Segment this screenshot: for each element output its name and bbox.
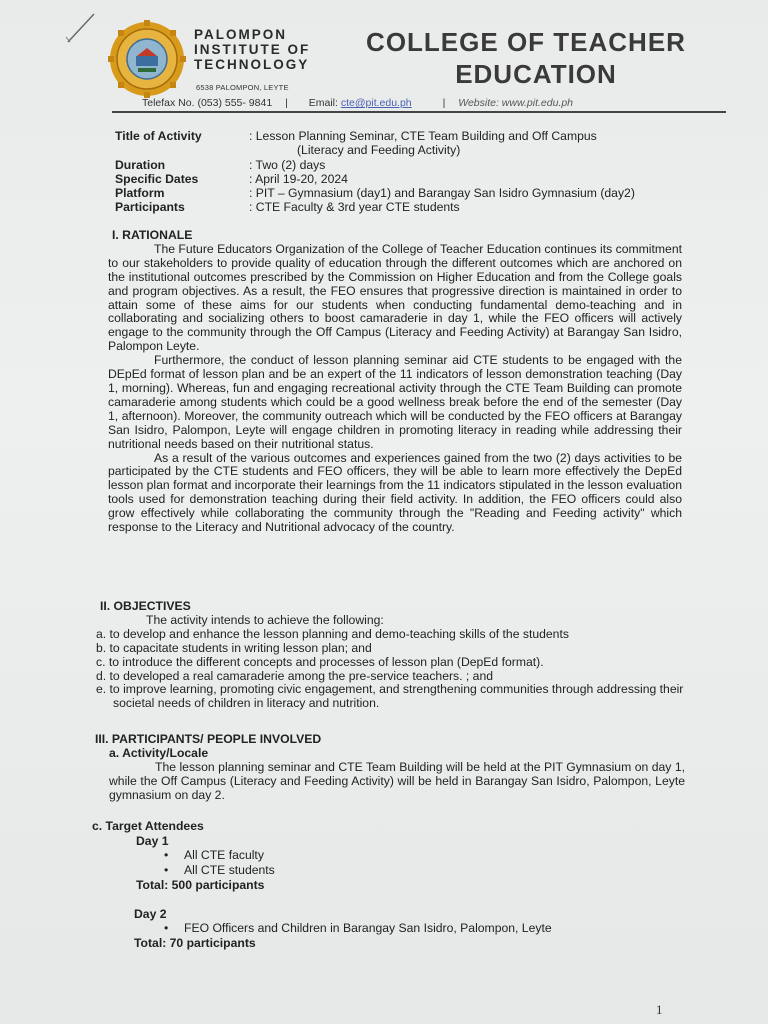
info-row [115, 158, 737, 172]
rationale-heading: I. RATIONALE [112, 228, 193, 242]
info-row [115, 143, 737, 157]
college-title [342, 26, 710, 90]
day1-total: Total: 500 participants [136, 877, 265, 892]
info-row [115, 172, 737, 186]
info-row [115, 200, 737, 214]
info-key: Platform [115, 186, 165, 201]
info-value: : PIT – Gymnasium (day1) and Barangay San Isidro Gymnasium (day2) [249, 186, 635, 201]
contact-bar [112, 97, 726, 113]
college-title-line1: COLLEGE OF TEACHER [366, 27, 686, 57]
day2-label: Day 2 [134, 906, 167, 921]
participants-heading: III. PARTICIPANTS/ PEOPLE INVOLVED [95, 732, 322, 746]
info-value: : Two (2) days [249, 157, 326, 172]
separator: | [285, 97, 288, 109]
info-key: Participants [115, 200, 185, 215]
website[interactable]: Website: www.pit.edu.ph [458, 97, 574, 109]
rationale-paragraph: Furthermore, the conduct of lesson planning seminar aid CTE students to be engaged with the DEpEd format of lesson plan and be an expert of the 11 indicators of lesson demonstration teaching (Day 1, morning). Whereas, fun and engaging recreational activity through the CTE Team Building can promote camaraderie among students which could be a good wellness break before the end of the semester (Day 1, afternoon). Moreover, the community outreach which will be conducted by the FEO officers at Barangay San Isidro, Palompon, Leyte will engage children in promoting literacy in reading while addressing their nutritional needs based on their nutritional status. [108, 353, 682, 451]
rationale-paragraph: The Future Educators Organization of the College of Teacher Education continues its commitment to our stakeholders to provide quality of education through the different outcomes which are anchored on the institutional outcomes prescribed by the Commission on Higher Education and from the College goals and program objectives. As a result, the FEO ensures that progressive direction is maintained in order to attain some of these aims for our students when conducting fundamental demo-teaching and in collaborating and socializing others to boost camaraderie in day 1, while the FEO officers will actively engage to the community through the Off Campus (Literacy and Feeding Activity) at Barangay San Isidro, Palompon Leyte. [108, 241, 682, 354]
info-key [115, 143, 249, 157]
objectives-heading: II. OBJECTIVES [100, 599, 191, 613]
institute-name [194, 27, 310, 72]
info-value: : April 19-20, 2024 [249, 171, 348, 186]
rationale-paragraph: As a result of the various outcomes and experiences gained from the two (2) days activities to be participated by the CTE students and FEO officers, they will be able to learn more effectively the DepEd lesson plan format and incorporate their learnings from the 11 indicators stipulated in the lesson evaluation tools used for demonstration teaching during their field activity. In addition, the FEO officers could also grow effectively while collaborating the community through the "Reading and Feeding activity" which response to the Literacy and Nutritional advocacy of the country. [108, 450, 682, 535]
day1-item: • All CTE faculty [92, 848, 692, 863]
info-key: Title of Activity [115, 129, 202, 143]
info-row [115, 186, 737, 200]
target-attendees [92, 819, 692, 951]
day2-total: Total: 70 participants [134, 935, 256, 950]
info-key: Specific Dates [115, 171, 199, 186]
college-title-line2: EDUCATION [455, 59, 617, 89]
activity-locale-heading: a. Activity/Locale [109, 745, 209, 760]
email-link[interactable]: cte@pit.edu.ph [340, 97, 412, 109]
spacer [92, 893, 692, 907]
day2-item: • FEO Officers and Children in Barangay San Isidro, Palompon, Leyte [92, 921, 692, 936]
objective-item: a. to develop and enhance the lesson planning and demo-teaching skills of the students [96, 626, 569, 641]
objective-item: c. to introduce the different concepts and processes of lesson plan (DepEd format). [96, 654, 544, 669]
rationale-section [108, 229, 682, 535]
institute-name-line: TECHNOLOGY [194, 57, 310, 72]
info-key: Duration [115, 157, 166, 172]
info-value: (Literacy and Feeding Activity) [297, 143, 461, 158]
activity-locale-text: The lesson planning seminar and CTE Team Building will be held at the PIT Gymnasium on day 1, while the Off Campus (Literacy and Feeding Activity) will be held in Barangay San Isidro, Palompon, Leyte gymnasium on day 2. [109, 759, 685, 802]
institute-name-line: INSTITUTE OF [194, 42, 311, 57]
page-number: 1 [656, 1002, 663, 1017]
target-attendees-heading: c. Target Attendees [92, 819, 204, 833]
activity-info [115, 129, 737, 215]
objective-item: b. to capacitate students in writing lesson plan; and [96, 640, 372, 655]
pen-mark [64, 12, 98, 46]
info-value: : Lesson Planning Seminar, CTE Team Building and Off Campus [249, 129, 597, 143]
separator: | [442, 97, 446, 109]
institute-name-line: PALOMPON [194, 27, 287, 42]
day1-label: Day 1 [136, 833, 169, 848]
day1-item: • All CTE students [92, 863, 692, 878]
institute-address: 6538 PALOMPON, LEYTE [196, 83, 289, 92]
objectives-section [96, 600, 686, 711]
participants-section [95, 733, 685, 803]
objectives-intro: The activity intends to achieve the following: [146, 612, 384, 627]
objective-item: e. to improve learning, promoting civic engagement, and strengthening communities through addressing their societal needs of children in literacy and nutrition. [96, 682, 684, 711]
telefax: Telefax No. (053) 555- 9841 [142, 97, 273, 109]
info-value: : CTE Faculty & 3rd year CTE students [249, 200, 460, 215]
objective-item: d. to developed a real camaraderie among the pre-service teachers. ; and [96, 668, 493, 683]
info-row [115, 129, 737, 143]
institute-seal-logo [108, 20, 186, 98]
email-label: Email: [308, 97, 338, 109]
